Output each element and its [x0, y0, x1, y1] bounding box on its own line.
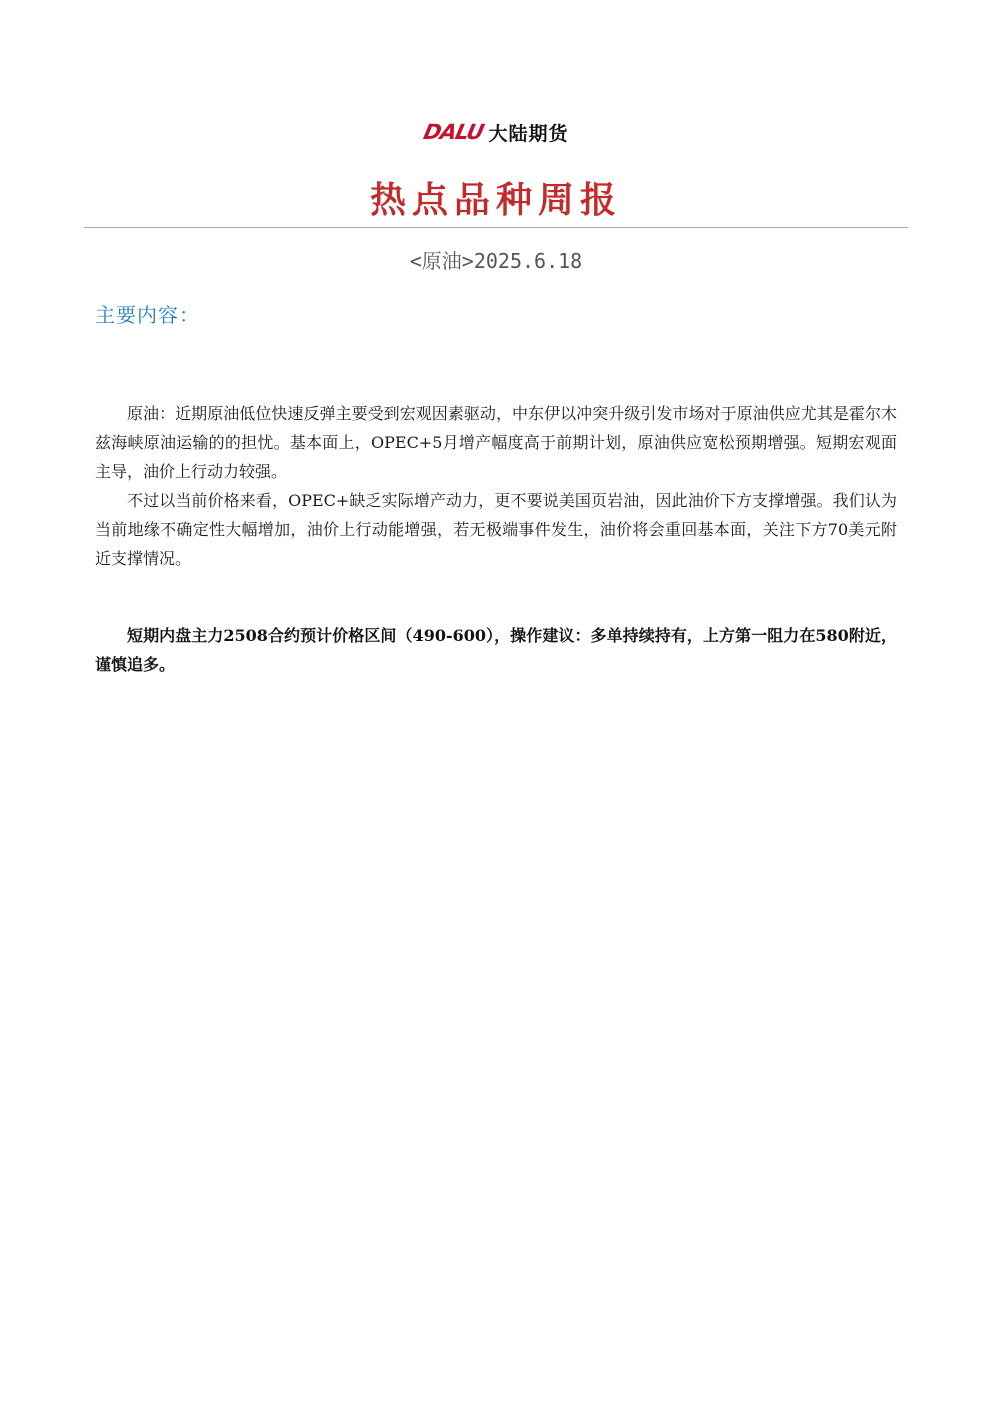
- section-heading: 主要内容：: [95, 303, 200, 327]
- logo-text: 大陆期货: [488, 122, 569, 145]
- paragraph-crude-support: 不过以当前价格来看，OPEC+缺乏实际增产动力，更不要说美国页岩油，因此油价下方支撑增强。我们认为当前地缘不确定性大幅增加，油价上行动能增强，若无极端事件发生，油价将会重回基本面，关注下方70美元附近支撑情况。: [95, 491, 897, 568]
- report-body: [95, 399, 897, 679]
- title-divider: [84, 227, 908, 228]
- paragraph-gap: [95, 573, 897, 621]
- report-title: 热点品种周报: [369, 179, 622, 221]
- paragraph-recommendation: 短期内盘主力2508合约预计价格区间（490-600），操作建议：多单持续持有，上方第一阻力在580附近，谨慎追多。: [95, 626, 897, 674]
- report-subtitle: <原油>2025.6.18: [409, 249, 583, 273]
- paragraph-crude-overview: 原油：近期原油低位快速反弹主要受到宏观因素驱动，中东伊以冲突升级引发市场对于原油供应尤其是霍尔木兹海峡原油运输的的担忧。基本面上，OPEC+5月增产幅度高于前期计划，原油供应宽松预期增强。短期宏观面主导，油价上行动力较强。: [95, 404, 897, 481]
- logo-mark: DALU: [420, 120, 486, 144]
- company-logo: [0, 116, 992, 148]
